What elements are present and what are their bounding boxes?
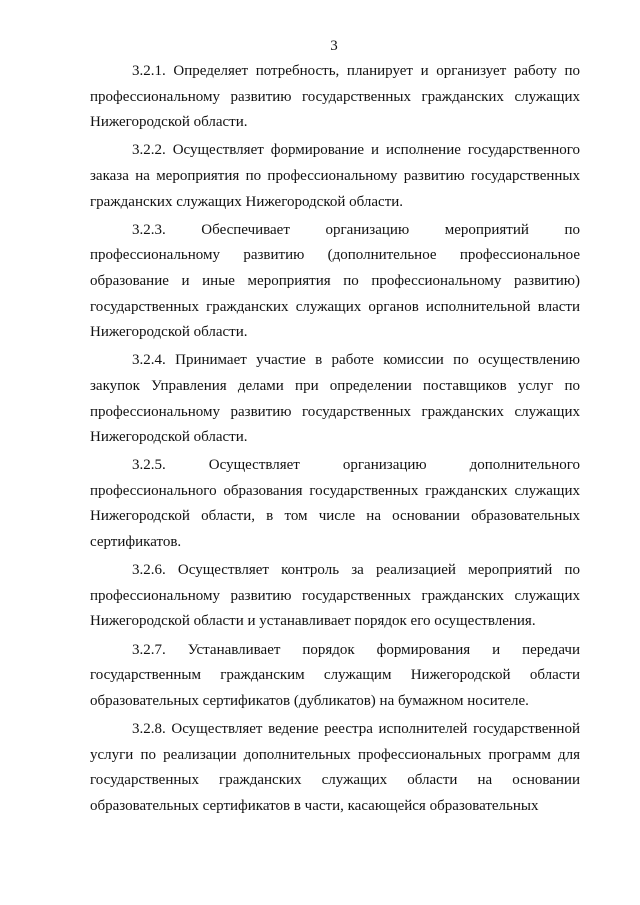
paragraph-3-2-3: 3.2.3. Обеспечивает организацию мероприятий по профессиональному развитию (дополнительное профессиональное образование и иные мероприятия по профессиональному развитию) государственных гражданских служащих органов исполнительной власти Нижегородской области.	[90, 221, 580, 341]
document-body	[90, 59, 580, 819]
paragraph-3-2-1: 3.2.1. Определяет потребность, планирует и организует работу по профессиональному развитию государственных гражданских служащих Нижегородской области.	[90, 63, 580, 131]
page-number: 3	[330, 38, 338, 54]
paragraph-3-2-6: 3.2.6. Осуществляет контроль за реализацией мероприятий по профессиональному развитию государственных гражданских служащих Нижегородской области и устанавливает порядок его осуществления.	[90, 562, 580, 630]
paragraph-3-2-7: 3.2.7. Устанавливает порядок формирования и передачи государственным гражданским служащим Нижегородской области образовательных сертификатов (дубликатов) на бумажном носителе.	[90, 641, 580, 709]
paragraph-3-2-5: 3.2.5. Осуществляет организацию дополнительного профессионального образования государственных гражданских служащих Нижегородской области, в том числе на основании образовательных сертификатов.	[90, 457, 580, 551]
paragraph-3-2-4: 3.2.4. Принимает участие в работе комиссии по осуществлению закупок Управления делами при определении поставщиков услуг по профессиональному развитию государственных гражданских служащих Нижегородской области.	[90, 352, 580, 446]
paragraph-3-2-8: 3.2.8. Осуществляет ведение реестра исполнителей государственной услуги по реализации дополнительных профессиональных программ для государственных гражданских служащих области на основании образовательных сертификатов в части, касающейся образовательных	[90, 721, 580, 814]
paragraph-3-2-2: 3.2.2. Осуществляет формирование и исполнение государственного заказа на мероприятия по профессиональному развитию государственных гражданских служащих Нижегородской области.	[90, 142, 580, 210]
